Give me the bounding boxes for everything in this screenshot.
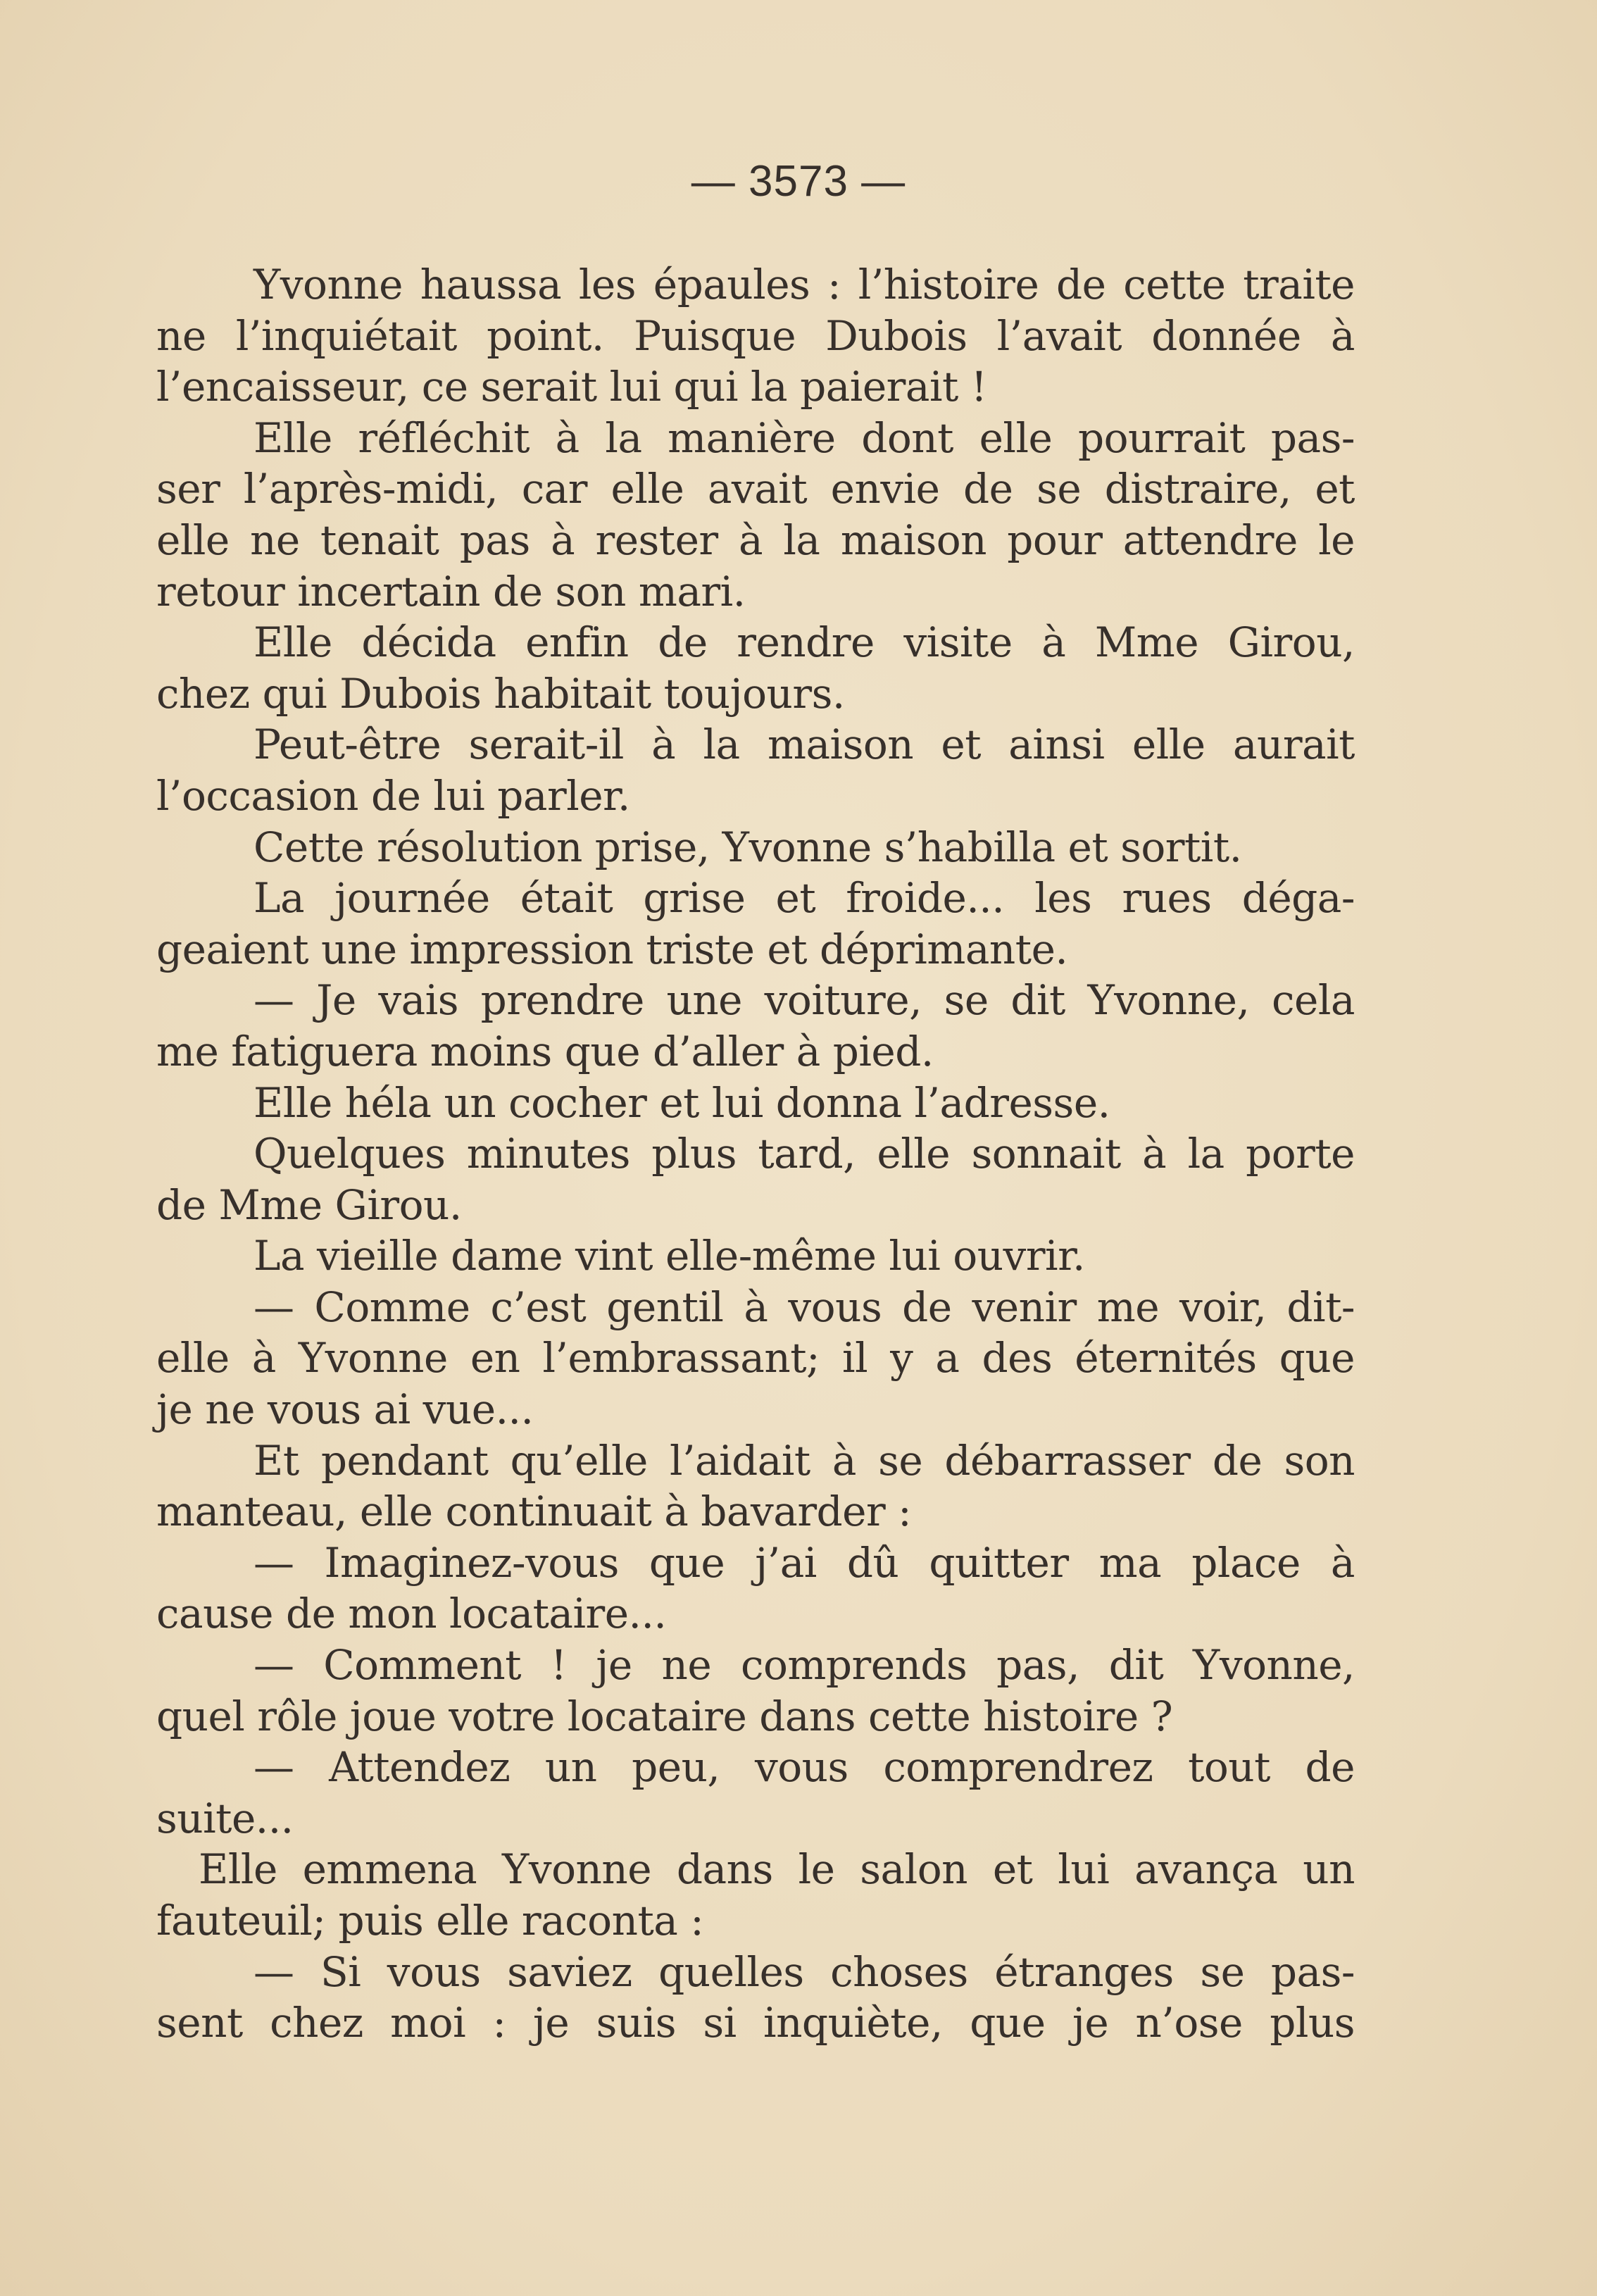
text-line: cause de mon locataire... [156, 1590, 667, 1638]
text-line: sent chez moi : je suis si inquiète, que je n’ose plus [156, 1999, 1355, 2047]
text-line: Elle héla un cocher et lui donna l’adresse. [253, 1078, 1110, 1127]
text-line: — Comme c’est gentil à vous de venir me voir, dit- [253, 1283, 1355, 1331]
text-line: de Mme Girou. [156, 1180, 462, 1229]
text-line: Elle réfléchit à la manière dont elle pourrait pas- [253, 413, 1355, 462]
text-line: Cette résolution prise, Yvonne s’habilla et sortit. [253, 823, 1242, 871]
text-line: — Comment ! je ne comprends pas, dit Yvonne, [253, 1641, 1355, 1690]
text-line: suite... [156, 1794, 294, 1842]
text-line: — Si vous saviez quelles choses étranges se pas- [253, 1947, 1355, 1996]
text-line: ser l’après-midi, car elle avait envie de se distraire, et [156, 465, 1355, 513]
text-line: manteau, elle continuait à bavarder : [156, 1487, 912, 1536]
text-line: — Imaginez-vous que j’ai dû quitter ma place à [253, 1538, 1355, 1587]
page-number: — 3573 — [691, 157, 906, 206]
text-line: quel rôle joue votre locataire dans cette histoire ? [156, 1692, 1173, 1740]
text-line: Elle emmena Yvonne dans le salon et lui avança un [199, 1845, 1355, 1894]
text-line: me fatiguera moins que d’aller à pied. [156, 1027, 934, 1075]
text-line: La vieille dame vint elle-même lui ouvrir. [253, 1232, 1085, 1280]
text-line: Peut-être serait-il à la maison et ainsi elle aurait [253, 720, 1355, 769]
text-line: l’encaisseur, ce serait lui qui la paierait ! [156, 363, 987, 411]
text-line: Et pendant qu’elle l’aidait à se débarrasser de son [253, 1436, 1355, 1485]
text-line: l’occasion de lui parler. [156, 771, 630, 820]
text-line: Quelques minutes plus tard, elle sonnait à la porte [253, 1130, 1355, 1178]
text-line: — Attendez un peu, vous comprendrez tout de [253, 1743, 1355, 1792]
text-line: elle à Yvonne en l’embrassant; il y a des éternités que [156, 1334, 1355, 1383]
text-line: — Je vais prendre une voiture, se dit Yvonne, cela [253, 976, 1355, 1025]
text-line: je ne vous ai vue... [156, 1385, 534, 1434]
text-line: geaient une impression triste et déprimante. [156, 925, 1068, 973]
text-line: retour incertain de son mari. [156, 567, 746, 616]
text-line: La journée était grise et froide... les rues déga- [253, 874, 1355, 923]
text-line: elle ne tenait pas à rester à la maison pour attendre le [156, 516, 1355, 564]
text-line: Yvonne haussa les épaules : l’histoire de cette traite [253, 261, 1355, 308]
text-line: ne l’inquiétait point. Puisque Dubois l’avait donnée à [156, 311, 1355, 360]
text-line: Elle décida enfin de rendre visite à Mme Girou, [253, 618, 1355, 667]
body-text [156, 259, 1355, 2049]
text-line: chez qui Dubois habitait toujours. [156, 669, 845, 718]
text-line: fauteuil; puis elle raconta : [156, 1897, 704, 1945]
